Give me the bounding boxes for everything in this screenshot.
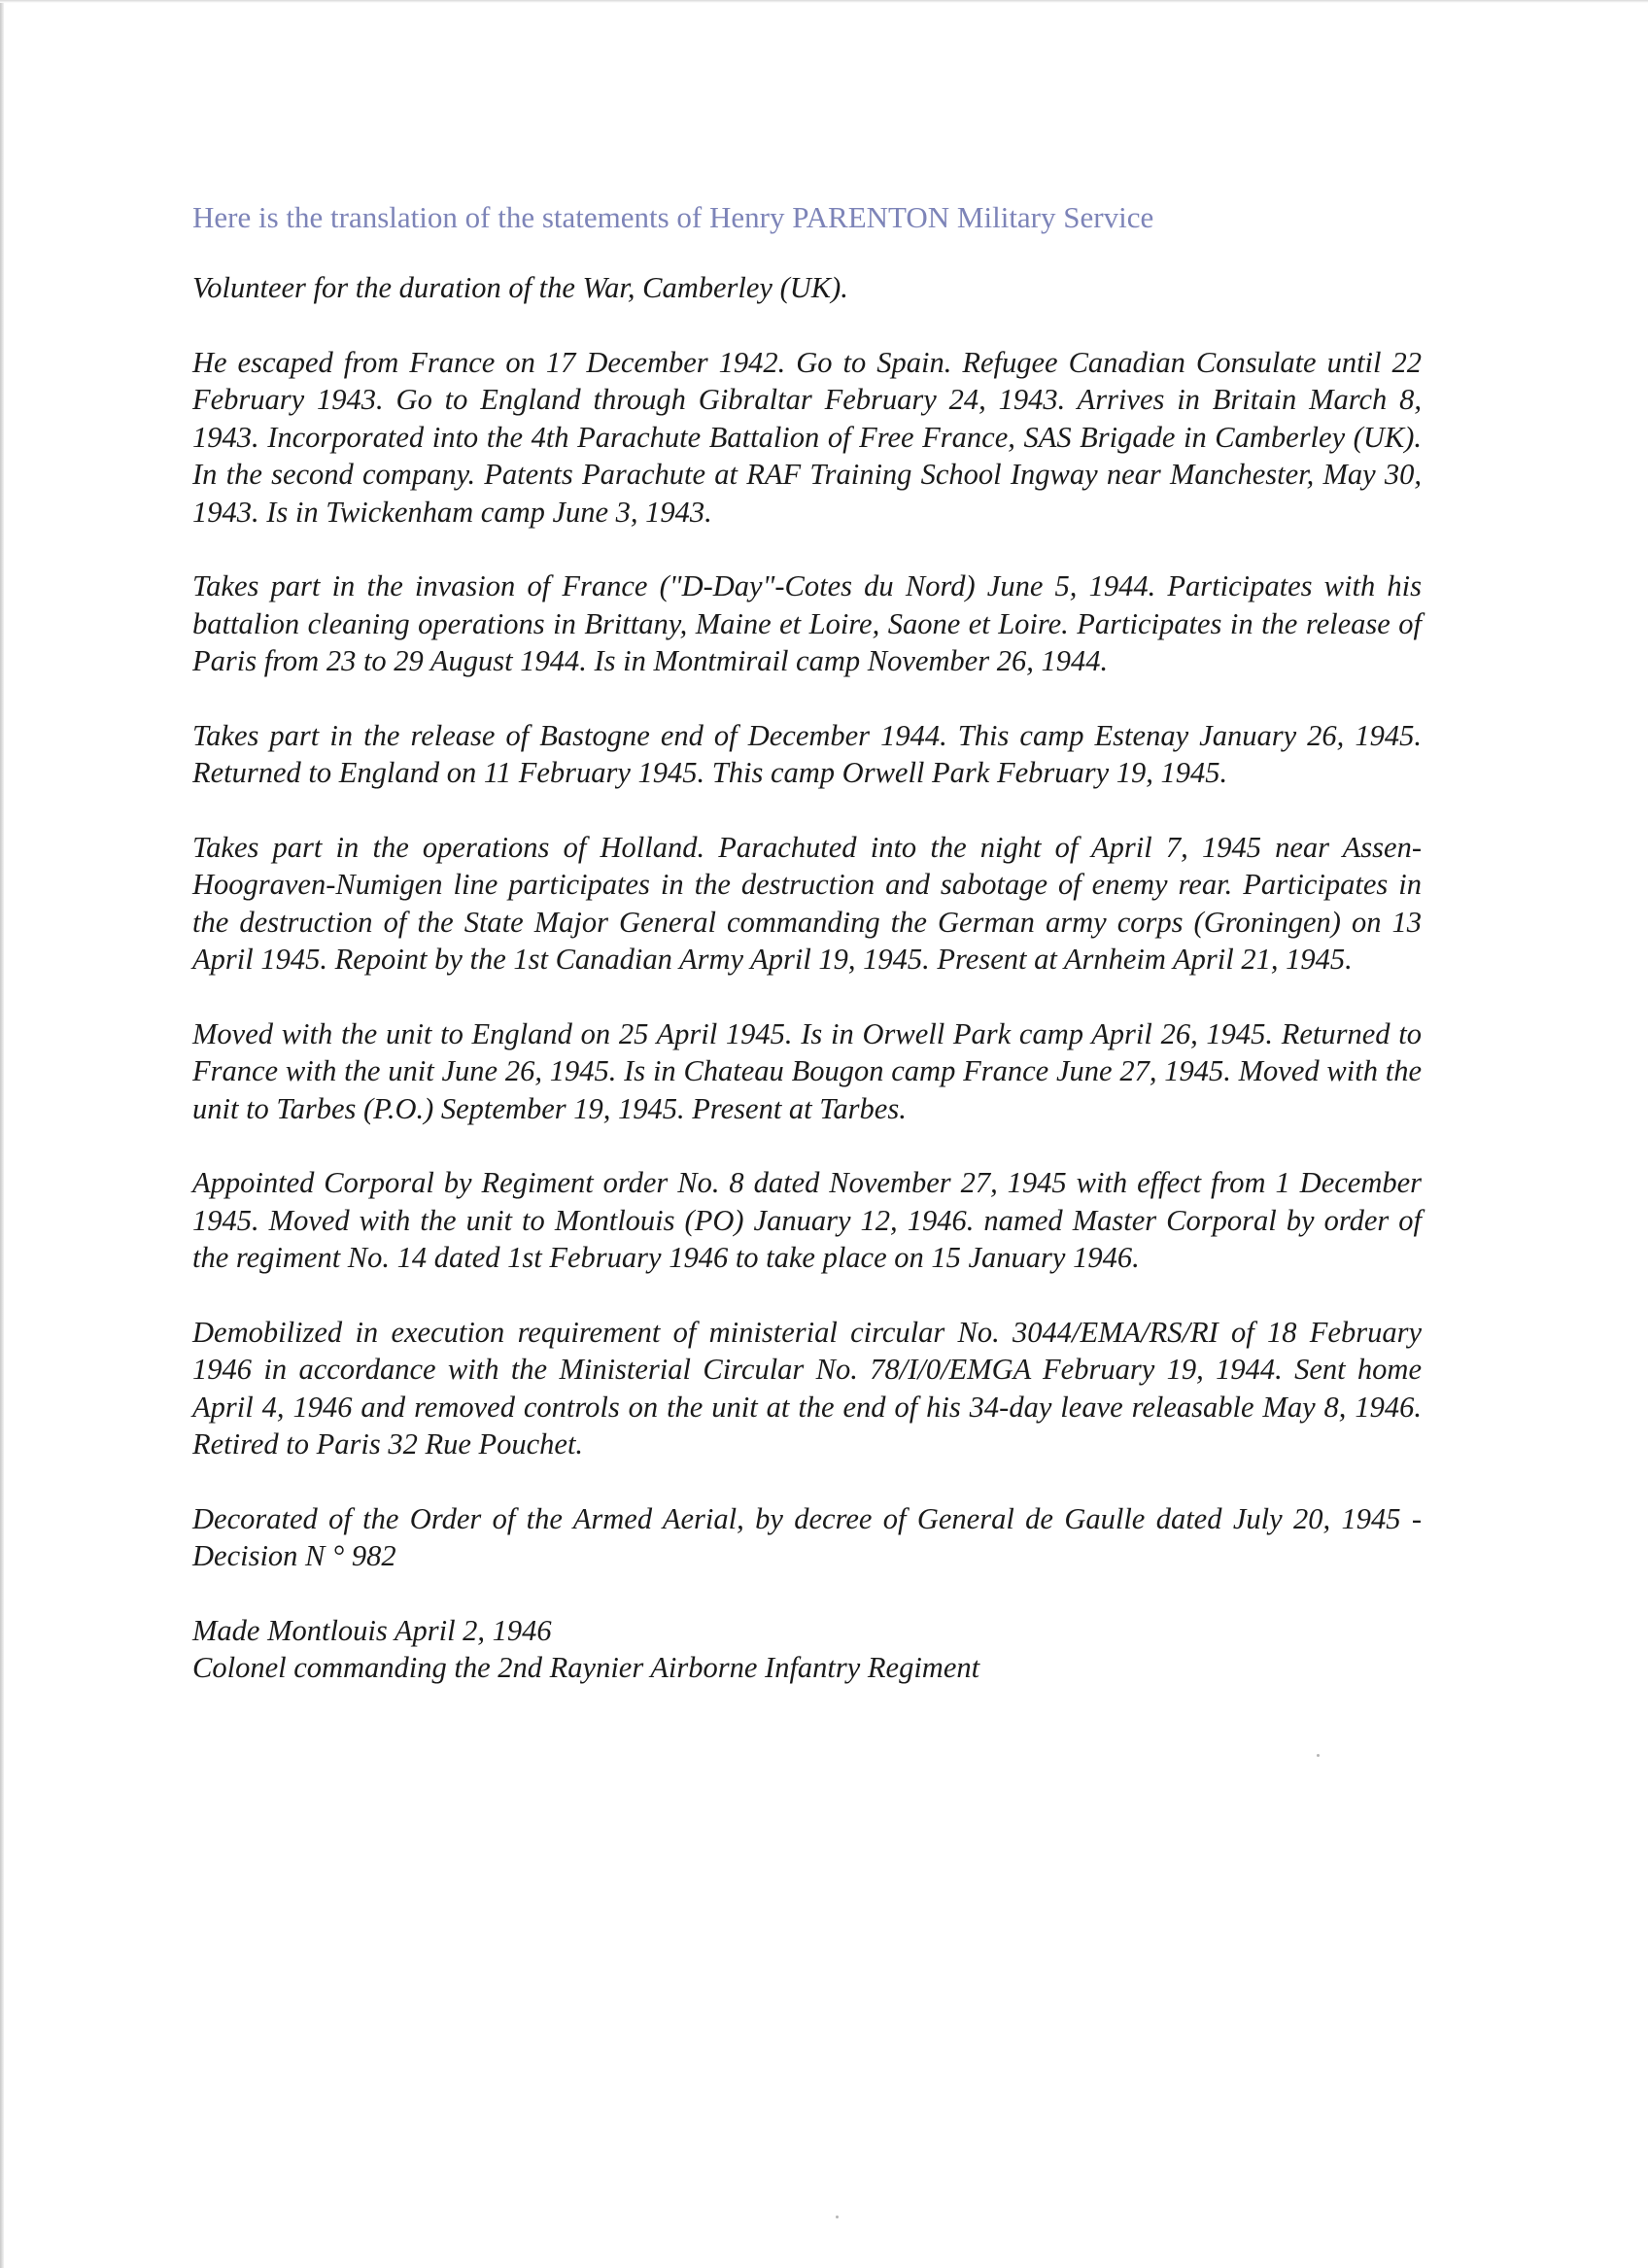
closing-signatory-title: Colonel commanding the 2nd Raynier Airborne Infantry Regiment xyxy=(192,1651,980,1684)
paragraph-return-england: Moved with the unit to England on 25 April 1945. Is in Orwell Park camp April 26, 1945. Returned to France with the unit June 26, 1945. Is in Chateau Bougon camp France June 27, 1945. Moved with the unit to Tarbes (P.O.) September 19, 1945. Present at Tarbes. xyxy=(192,1016,1422,1125)
paragraph-invasion: Takes part in the invasion of France ("D-Day"-Cotes du Nord) June 5, 1944. Participates with his battalion cleaning operations in Brittany, Maine et Loire, Saone et Loire. Participates in the release of Paris from 23 to 29 August 1944. Is in Montmirail camp November 26, 1944. xyxy=(192,569,1422,677)
paragraph-demobilized: Demobilized in execution requirement of ministerial circular No. 3044/EMA/RS/RI of 18 February 1946 in accordance with the Ministerial Circular No. 78/I/0/EMGA February 19, 1944. Sent home April 4, 1946 and removed controls on the unit at the end of his 34-day leave releasable May 8, 1946. Retired to Paris 32 Rue Pouchet. xyxy=(192,1315,1422,1460)
paragraph-appointed-corporal: Appointed Corporal by Regiment order No. 8 dated November 27, 1945 with effect from 1 December 1945. Moved with the unit to Montlouis (PO) January 12, 1946. named Master Corporal by order of the regiment No. 14 dated 1st February 1946 to take place on 15 January 1946. xyxy=(192,1166,1422,1274)
scan-edge-top xyxy=(0,0,1648,3)
closing-place-date: Made Montlouis April 2, 1946 xyxy=(192,1613,552,1647)
scan-speck xyxy=(836,2216,839,2218)
paragraph-holland: Takes part in the operations of Holland. Parachuted into the night of April 7, 1945 near Assen-Hoograven-Numigen line participates in the destruction and sabotage of enemy rear. Participates in the destruction of the State Major General commanding the German army corps (Groningen) on 13 April 1945. Repoint by the 1st Canadian Army April 19, 1945. Present at Arnheim April 21, 1945. xyxy=(192,830,1422,976)
paragraph-volunteer: Volunteer for the duration of the War, Camberley (UK). xyxy=(192,271,848,304)
scan-edge-left xyxy=(0,0,4,2268)
scan-speck xyxy=(1317,1754,1320,1757)
closing-block xyxy=(192,1612,1422,1687)
paragraph-decorated: Decorated of the Order of the Armed Aerial, by decree of General de Gaulle dated July 20, 1945 - Decision N ° 982 xyxy=(192,1501,1422,1572)
document-body xyxy=(192,199,1422,1687)
document-heading: Here is the translation of the statements of Henry PARENTON Military Service xyxy=(192,200,1154,234)
paragraph-escape: He escaped from France on 17 December 1942. Go to Spain. Refugee Canadian Consulate until 22 February 1943. Go to England through Gibraltar February 24, 1943. Arrives in Britain March 8, 1943. Incorporated into the 4th Parachute Battalion of Free France, SAS Brigade in Camberley (UK). In the second company. Patents Parachute at RAF Training School Ingway near Manchester, May 30, 1943. Is in Twickenham camp June 3, 1943. xyxy=(192,345,1422,529)
paragraph-bastogne: Takes part in the release of Bastogne end of December 1944. This camp Estenay January 26, 1945. Returned to England on 11 February 1945. This camp Orwell Park February 19, 1945. xyxy=(192,718,1422,789)
